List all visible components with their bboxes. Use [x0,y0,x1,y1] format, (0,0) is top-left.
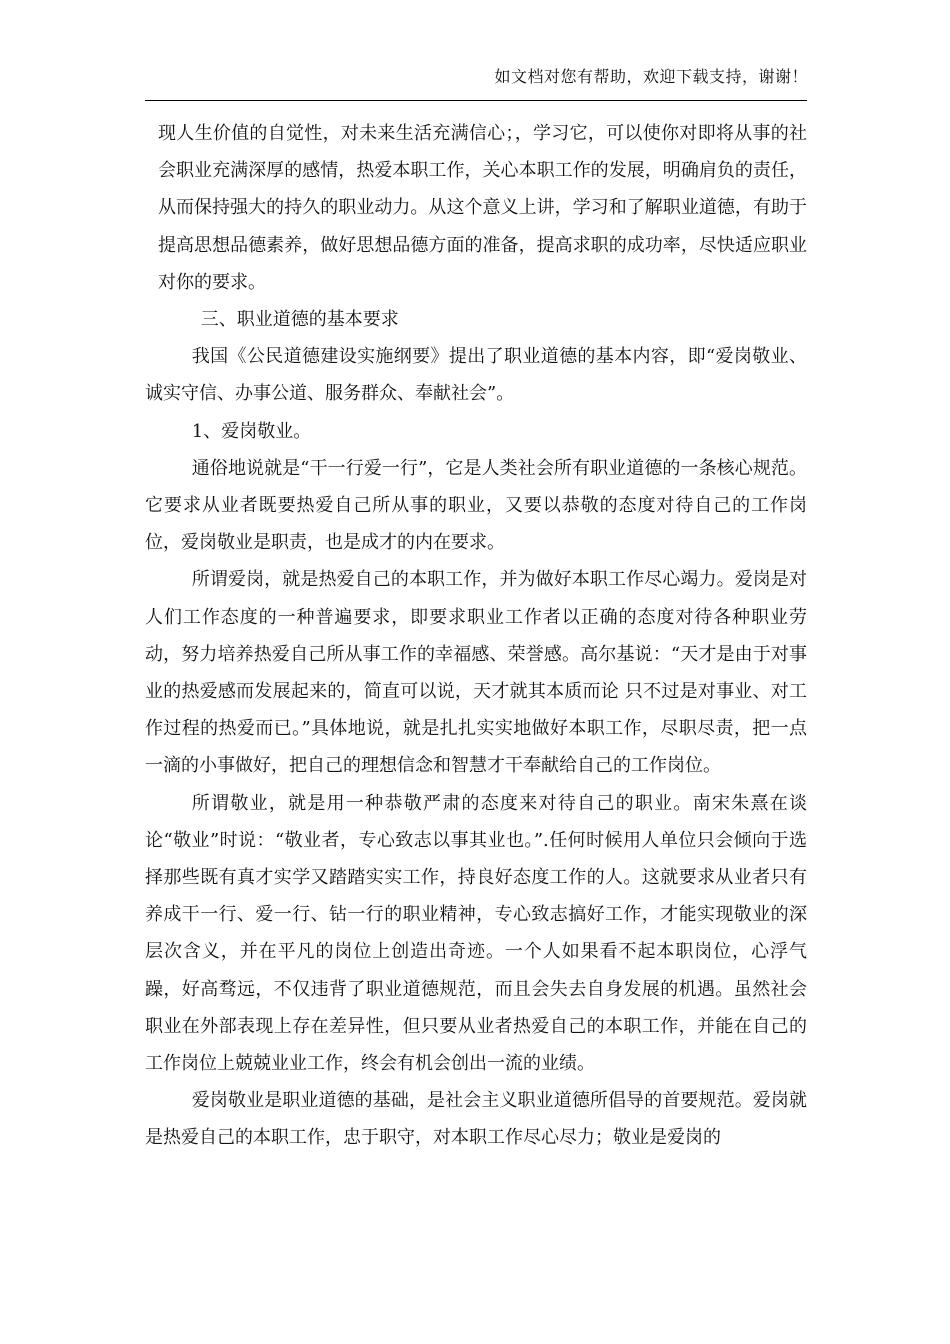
header-divider [145,100,807,101]
paragraph-3: 所谓敬业，就是用一种恭敬严肃的态度来对待自己的职业。南宋朱熹在谈论“敬业”时说：“敬业者，专心致志以事其业也。”.任何时候用人单位只会倾向于选择那些既有真才实学又踏踏实实工作，持良好态度工作的人。这就要求从业者只有养成干一行、爱一行、钻一行的职业精神，专心致志搞好工作，才能实现敬业的深层次含义，并在平凡的岗位上创造出奇迹。一个人如果看不起本职岗位，心浮气躁，好高骛远，不仅违背了职业道德规范，而且会失去自身发展的机遇。虽然社会职业在外部表现上存在差异性，但只要从业者热爱自己的本职工作，并能在自己的工作岗位上兢兢业业工作，终会有机会创出一流的业绩。 [145,792,807,1075]
paragraph-2: 所谓爱岗，就是热爱自己的本职工作，并为做好本职工作尽心竭力。爱岗是对人们工作态度的一种普遍要求，即要求职业工作者以正确的态度对待各种职业劳动，努力培养热爱自己所从事工作的幸福感、荣誉感。高尔基说：“天才是由于对事业的热爱感而发展起来的，简直可以说，天才就其本质而论 只不过是对事业、对工作过程的热爱而已。”具体地说，就是扎扎实实地做好本职工作，尽职尽责，把一点一滴的小事做好，把自己的理想信念和智慧才干奉献给自己的工作岗位。 [145,569,807,777]
paragraph-1: 通俗地说就是“干一行爱一行”，它是人类社会所有职业道德的一条核心规范。它要求从业者既要热爱自己所从事的职业，又要以恭敬的态度对待自己的工作岗位，爱岗敬业是职责，也是成才的内在要求。 [145,457,807,554]
paragraph-continued: 现人生价值的自觉性，对未来生活充满信心；，学习它，可以使你对即将从事的社会职业充满深厚的感情，热爱本职工作，关心本职工作的发展，明确肩负的责任，从而保持强大的持久的职业动力。从这个意义上讲，学习和了解职业道德，有助于提高思想品德素养，做好思想品德方面的准备，提高求职的成功率，尽快适应职业对你的要求。 [158,123,807,293]
paragraph-outline: 我国《公民道德建设实施纲要》提出了职业道德的基本内容，即“爱岗敬业、诚实守信、办事公道、服务群众、奉献社会”。 [145,346,807,405]
header-note: 如文档对您有帮助，欢迎下载支持，谢谢！ [494,67,808,86]
paragraph-4: 爱岗敬业是职业道德的基础，是社会主义职业道德所倡导的首要规范。爱岗就是热爱自己的本职工作，忠于职守，对本职工作尽心尽力；敬业是爱岗的 [145,1090,807,1149]
document-body [145,115,807,1157]
subheading-1: 1、爱岗敬业。 [191,420,312,442]
section-heading: 三、职业道德的基本要求 [200,309,399,331]
